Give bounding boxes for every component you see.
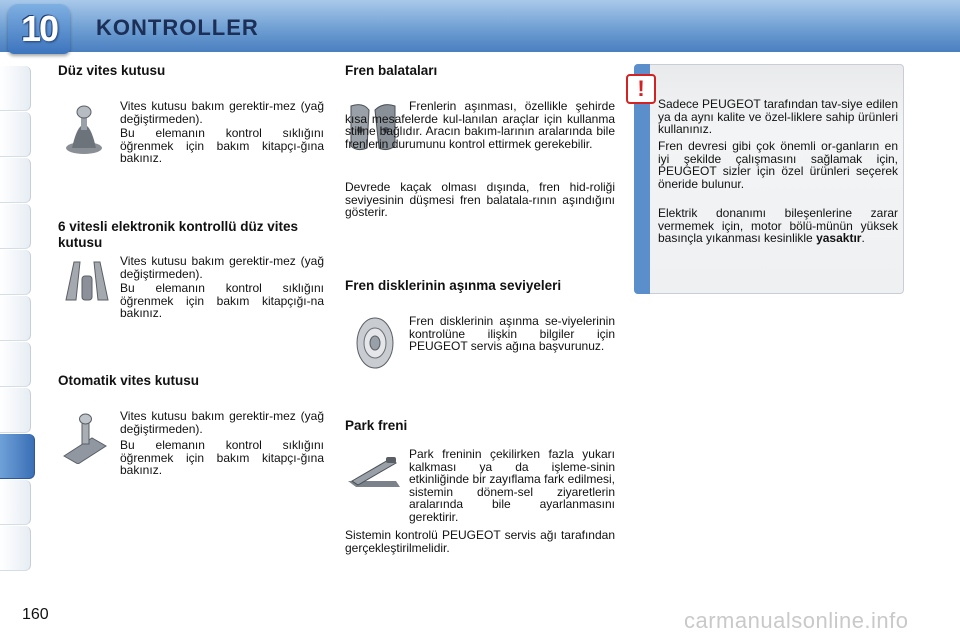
parking-brake-lever-icon	[346, 455, 402, 491]
note-products-text: Sadece PEUGEOT tarafından tav-siye edilen ya da aynı kalite ve özel-liklere sahip ürünleri kullanınız.	[658, 97, 898, 136]
brake-pads-wear-text: Frenlerin aşınması, özellikle şehirde kısa mesafelerde kul-lanılan araçlar için kullanma stiline bağlıdır. Aracın bakım-larının aralarında bile frenlerin durumunu kontrol ettirmek gerekebilir.	[345, 99, 615, 151]
chapter-index-tab[interactable]	[0, 66, 31, 111]
chapter-index-tab[interactable]	[0, 158, 31, 203]
automatic-check-text: Bu elemanın kontrol sıklığını öğrenmek için bakım kitapçı-ğına bakınız.	[120, 438, 324, 477]
chapter-index-tab[interactable]	[0, 250, 31, 295]
brake-discs-info-text: Fren disklerinin aşınma se-viyelerinin kontrolüne ilişkin bilgiler için PEUGEOT servis ağına başvurunuz.	[409, 314, 615, 353]
six-speed-check-text: Bu elemanın kontrol sıklığını öğrenmek için bakım kitapçığı-na bakınız.	[120, 281, 324, 320]
page-title: KONTROLLER	[96, 15, 259, 40]
note-brake-circuit-text: Fren devresi gibi çok önemli or-ganların en iyi şekilde çalışmasını sağlamak için, PEUGEOT sizler için özel ürünleri seçerek öneride bulunur.	[658, 139, 898, 191]
watermark: carmanualsonline.info	[684, 608, 909, 633]
warning-icon	[626, 74, 656, 104]
chapter-index-tab[interactable]	[0, 480, 31, 525]
brake-pads-fluid-text: Devrede kaçak olması dışında, fren hid-roliği seviyesinin düşmesi fren balatala-rının aşındığını gösterir.	[345, 180, 615, 219]
note-pressure-wash-prefix: Elektrik donanımı bileşenlerine zarar vermemek için, motor bölü-münün yüksek basınçla yıkanması kesinlikle	[658, 206, 898, 245]
manual-gearbox-maintenance-text: Vites kutusu bakım gerektir-mez (yağ değiştirmeden).	[120, 99, 324, 126]
chapter-index-tabs	[0, 52, 34, 582]
chapter-index-tab-active[interactable]	[0, 434, 35, 479]
automatic-maintenance-text: Vites kutusu bakım gerektir-mez (yağ değiştirmeden).	[120, 409, 324, 436]
manual-gearbox-check-text: Bu elemanın kontrol sıklığını öğrenmek için bakım kitapçı-ğına bakınız.	[120, 126, 324, 165]
section-heading-parking-brake: Park freni	[345, 418, 408, 433]
section-heading-brake-discs: Fren disklerinin aşınma seviyeleri	[345, 278, 562, 293]
section-heading-automatic-gearbox: Otomatik vites kutusu	[58, 373, 200, 388]
chapter-number: 10	[20, 8, 58, 49]
parking-brake-service-text: Sistemin kontrolü PEUGEOT servis ağı tarafından gerçekleştirilmelidir.	[345, 528, 615, 555]
section-heading-manual-gearbox: Düz vites kutusu	[58, 63, 166, 78]
chapter-index-tab[interactable]	[0, 342, 31, 387]
parking-brake-adjust-text: Park freninin çekilirken fazla yukarı kalkması ya da işleme-sinin etkinliğinde bir zayıflama fark edilmesi, sistemin dönem-sel ziyaretlerin aralarında bile ayarlanmasını gerektirir.	[409, 447, 615, 524]
chapter-index-tab[interactable]	[0, 526, 31, 571]
brake-disc-icon	[352, 316, 398, 370]
section-heading-six-speed-gearbox: 6 vitesli elektronik kontrollü düz vites kutusu	[58, 219, 299, 250]
chapter-index-tab[interactable]	[0, 388, 31, 433]
chapter-index-tab[interactable]	[0, 112, 31, 157]
note-pressure-wash-text	[658, 207, 898, 245]
chapter-index-tab[interactable]	[0, 204, 31, 249]
page-number: 160	[22, 606, 49, 623]
chapter-index-tab[interactable]	[0, 296, 31, 341]
note-pressure-wash-suffix: .	[861, 231, 865, 245]
electronic-gearbox-paddles-icon	[60, 256, 114, 306]
warning-mark: !	[637, 76, 645, 101]
note-forbidden-word: yasaktır	[816, 231, 862, 245]
six-speed-maintenance-text: Vites kutusu bakım gerektir-mez (yağ değiştirmeden).	[120, 254, 324, 281]
manual-gearstick-icon	[62, 104, 106, 156]
automatic-gearstick-icon	[62, 412, 108, 464]
section-heading-brake-pads: Fren balataları	[345, 63, 438, 78]
